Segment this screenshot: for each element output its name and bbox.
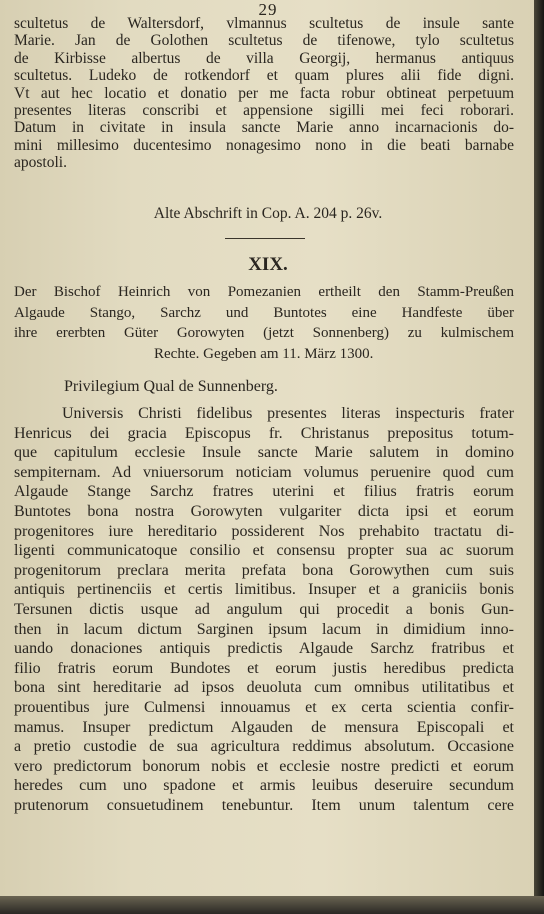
summary-line: Der Bischof Heinrich von Pomezanien ertheilt den Stamm-Preußen — [14, 284, 514, 300]
document-number: XIX. — [248, 254, 288, 275]
body-line: Algaude Stange Sarchz fratres uterini et filius fratris eorum — [14, 483, 514, 501]
body-line: prouentibus jure Culmensi innouamus et ex certa scientia confir- — [14, 698, 514, 716]
preceding-charter-text — [14, 15, 514, 172]
text-line: Marie. Jan de Golothen scultetus de tifenowe, tylo scultetus — [14, 32, 514, 50]
page-edge-shadow — [0, 896, 544, 914]
body-line: a pretio custodie de sua agricultura reddimus absolutum. Occasione — [14, 738, 514, 756]
body-line: then in lacum dictum Sarginen ipsum lacum in dimidium inno- — [14, 620, 514, 638]
body-line: que capitulum ecclesie Insule sancte Marie salutem in domino — [14, 444, 514, 462]
summary-line: Rechte. Gegeben am 11. März 1300. — [154, 345, 374, 362]
charter-body — [14, 404, 514, 815]
summary-line: ihre ererbten Güter Gorowyten (jetzt Sonnenberg) zu kulmischem — [14, 325, 514, 341]
body-line: mamus. Insuper predictum Algauden de mensura Episcopali et — [14, 718, 514, 736]
book-gutter-shadow — [534, 0, 544, 914]
body-line: prutenorum consuetudinem tenebuntur. Item unum talentum cere — [14, 796, 514, 814]
body-line: Tersunen dictis usque ad angulum qui procedit a bonis Gun- — [14, 600, 514, 618]
text-line: scultetus de Waltersdorf, vlmannus scultetus de insule sante — [14, 15, 514, 32]
body-line: antiquis pertinenciis et certis limitibus. Insuper et a graniciis bonis — [14, 581, 514, 599]
summary-line: Algaude Stango, Sarchz und Buntotes eine Handfeste über — [14, 304, 514, 321]
document-title: Privilegium Qual de Sunnenberg. — [64, 378, 278, 395]
text-line: Vt aut hec locatio et donatio per me facta robur obtineat perpetuum — [14, 84, 514, 102]
source-citation: Alte Abschrift in Cop. A. 204 p. 26v. — [153, 205, 383, 222]
body-line: progenitorum preclara merita prefata bona Gorowythen cum suis — [14, 561, 514, 579]
body-line: ligenti communicatoque consilio et consensu propter sua ac suorum — [14, 542, 514, 560]
body-line: progenitores iure hereditario possiderent Nos prehabito tractatu di- — [14, 522, 514, 540]
document-summary — [14, 282, 514, 364]
body-line: Henricus dei gracia Episcopus fr. Christanus prepositus totum- — [14, 424, 514, 442]
text-line: scultetus. Ludeko de rotkendorf et quam plures alii fide digni. — [14, 67, 514, 85]
body-line: filio fratris eorum Bundotes et eorum justis heredibus predicta — [14, 659, 514, 677]
body-line: Universis Christi fidelibus presentes literas inspecturis frater — [62, 405, 514, 422]
text-line: apostoli. — [14, 154, 67, 172]
page-number: 29 — [258, 0, 278, 19]
text-line: Datum in civitate in insula sancte Marie anno incarnacionis do- — [14, 119, 514, 137]
body-line: vero predictorum bonorum nobis et ecclesie nostre predicti et eorum — [14, 757, 514, 775]
section-divider — [225, 238, 305, 239]
body-line: uando donaciones antiquis predictis Algaude Sarchz fratribus et — [14, 640, 514, 658]
text-line: de Kirbisse albertus de villa Georgij, hermanus antiquus — [14, 49, 514, 67]
body-line: heredes cum uno spadone et armis leuibus deseruire secundum — [14, 777, 514, 795]
body-line: bona sint hereditarie ad ipsos deuoluta cum omnibus utilitatibus et — [14, 679, 514, 697]
text-line: presentes literas conscribi et appensione sigilli mei feci roborari. — [14, 102, 514, 120]
body-line: Buntotes bona nostra Gorowyten vulgariter dicta ipsi et eorum — [14, 502, 514, 520]
body-line: sempiternam. Ad vniuersorum noticiam volumus peruenire quod cum — [14, 463, 514, 481]
text-line: mini millesimo ducentesimo nonagesimo nono in die beati barnabe — [14, 136, 514, 154]
